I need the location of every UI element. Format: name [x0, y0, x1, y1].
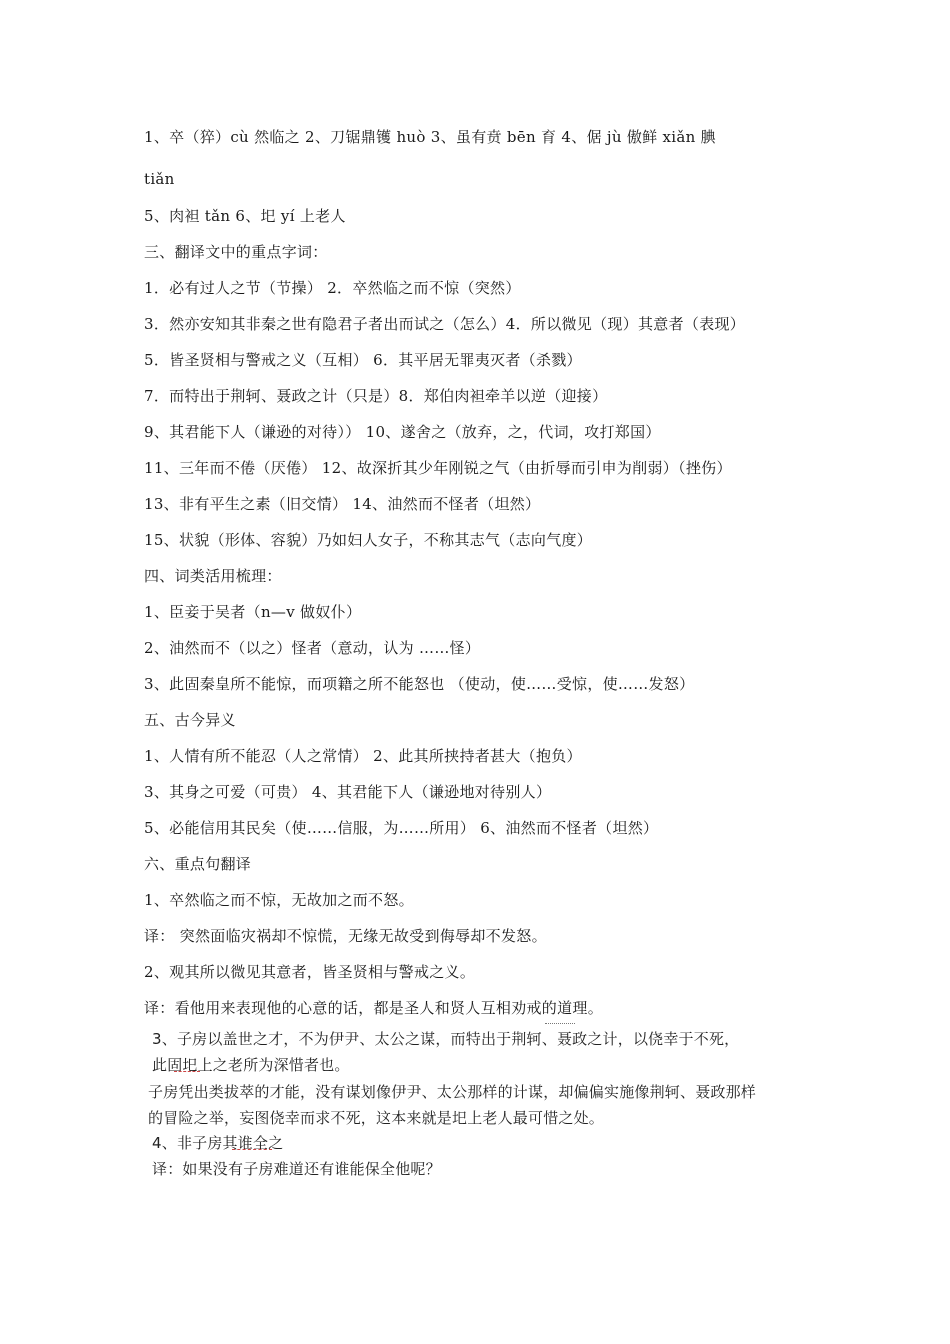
scan-line-4: 的冒险之举，妄图侥幸而求不死，这本来就是圯上老人最可惜之处。	[148, 1109, 605, 1127]
text-line-6: 3．然亦安知其非秦之世有隐君子者出而试之（怎么）4．所以微见（现）其意者（表现）	[144, 315, 746, 333]
dotted-underline	[545, 1023, 575, 1024]
text-line-10: 11、三年而不倦（厌倦） 12、故深折其少年刚锐之气（由折辱而引申为削弱）（挫伤）	[144, 459, 732, 477]
text-line-3: 5、肉袒 tǎn 6、圯 yí 上老人	[144, 207, 346, 225]
section-heading-4: 四、词类活用梳理：	[144, 567, 282, 585]
text-line-16: 3、此固秦皇所不能惊，而项籍之所不能怒也 （使动，使……受惊，使……发怒）	[144, 675, 695, 693]
text-line-14: 1、臣妾于吴者（n—v 做奴仆）	[144, 603, 362, 621]
scan-line-2: 此固圯上之老所为深惜者也。	[152, 1056, 350, 1074]
text-line-24: 2、观其所以微见其意者，皆圣贤相与警戒之义。	[144, 963, 476, 981]
text-line-2: tiǎn	[144, 170, 175, 188]
text-line-11: 13、非有平生之素（旧交情） 14、油然而不怪者（坦然）	[144, 495, 541, 513]
scan-line-1: 3、子房以盖世之才，不为伊尹、太公之谋，而特出于荆轲、聂政之计，以侥幸于不死，	[152, 1030, 740, 1048]
section-heading-3: 三、翻译文中的重点字词：	[144, 243, 328, 261]
section-heading-6: 六、重点句翻译	[144, 855, 252, 873]
text-line-7: 5．皆圣贤相与警戒之义（互相） 6．其平居无罪夷灭者（杀戮）	[144, 351, 582, 369]
spellcheck-underline	[232, 1146, 272, 1150]
text-line-15: 2、油然而不（以之）怪者（意动，认为 ……怪）	[144, 639, 481, 657]
scan-line-5: 4、非子房其谁全之	[152, 1134, 284, 1152]
text-line-1: 1、卒（猝）cù 然临之 2、刀锯鼎镬 huò 3、虽有贲 bēn 育 4、倨 jù 傲鲜 xiǎn 腆	[144, 128, 716, 146]
section-heading-5: 五、古今异义	[144, 711, 236, 729]
text-line-22: 1、卒然临之而不惊，无故加之而不怒。	[144, 891, 414, 909]
spellcheck-underline	[174, 1068, 200, 1072]
scan-line-6: 译：如果没有子房难道还有谁能保全他呢？	[152, 1160, 441, 1178]
text-line-23: 译： 突然面临灾祸却不惊慌，无缘无故受到侮辱却不发怒。	[144, 927, 547, 945]
text-line-5: 1．必有过人之节（节操） 2．卒然临之而不惊（突然）	[144, 279, 521, 297]
text-line-20: 5、必能信用其民矣（使……信服，为……所用） 6、油然而不怪者（坦然）	[144, 819, 659, 837]
text-line-19: 3、其身之可爱（可贵） 4、其君能下人（谦逊地对待别人）	[144, 783, 552, 801]
text-line-12: 15、状貌（形体、容貌）乃如妇人女子，不称其志气（志向气度）	[144, 531, 593, 549]
text-line-25: 译：看他用来表现他的心意的话，都是圣人和贤人互相劝戒的道理。	[144, 999, 604, 1017]
text-line-8: 7．而特出于荆轲、聂政之计（只是）8．郑伯肉袒牵羊以逆（迎接）	[144, 387, 608, 405]
text-line-18: 1、人情有所不能忍（人之常情） 2、此其所挟持者甚大（抱负）	[144, 747, 582, 765]
scan-line-3: 子房凭出类拔萃的才能，没有谋划像伊尹、太公那样的计谋，却偏偏实施像荆轲、聂政那样	[148, 1083, 757, 1101]
text-line-9: 9、其君能下人（谦逊的对待）） 10、遂舍之（放弃，之，代词，攻打郑国）	[144, 423, 661, 441]
